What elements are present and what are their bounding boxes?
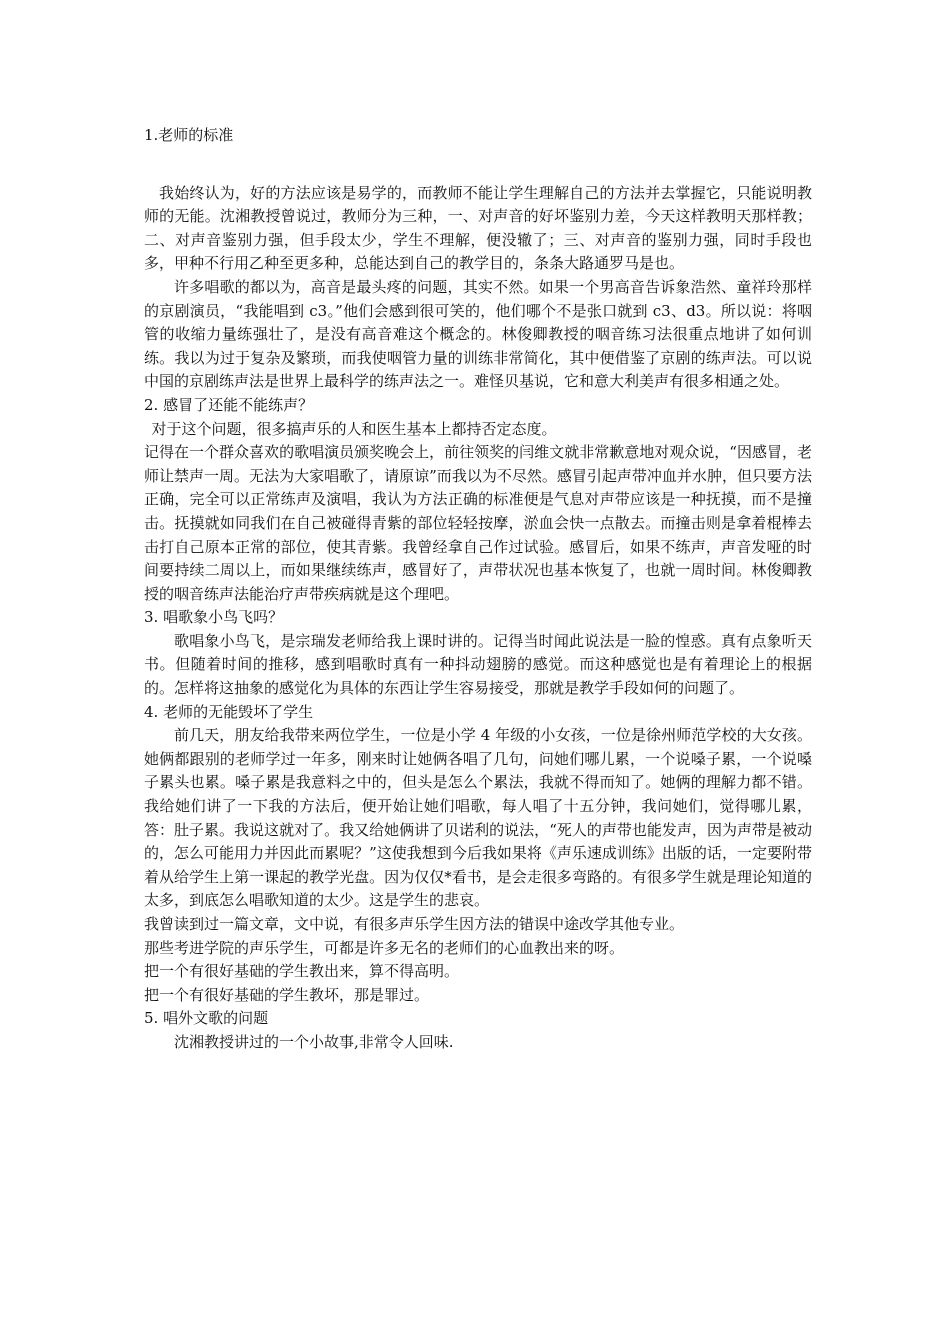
paragraph: 沈湘教授讲过的一个小故事,非常令人回味. <box>174 1032 454 1051</box>
paragraph: 把一个有很好基础的学生教坏，那是罪过。 <box>144 985 430 1004</box>
section-heading: 3. 唱歌象小鸟飞吗？ <box>144 608 284 627</box>
paragraph: 把一个有很好基础的学生教出来，算不得高明。 <box>144 962 460 981</box>
section-heading: 5. 唱外文歌的问题 <box>144 1009 269 1028</box>
paragraph: 对于这个问题，很多搞声乐的人和医生基本上都持否定态度。 <box>151 419 557 438</box>
paragraph: 歌唱象小鸟飞，是宗瑞发老师给我上课时讲的。记得当时闻此说法是一脸的惶惑。真有点象听天书。但随着时间的推移，感到唱歌时真有一种抖动翅膀的感觉。而这种感觉也是有着理论上的根据的。怎样将这抽象的感觉化为具体的东西让学生容易接受，那就是教学手段如何的问题了。 <box>144 631 812 698</box>
paragraph: 那些考进学院的声乐学生，可都是许多无名的老师们的心血教出来的呀。 <box>144 938 625 957</box>
paragraph: 前几天，朋友给我带来两位学生，一位是小学 4 年级的小女孩，一位是徐州师范学校的大女孩。她俩都跟别的老师学过一年多，刚来时让她俩各唱了几句，问她们哪儿累，一个说嗓子累，一个说嗓子累头也累。嗓子累是我意料之中的，但头是怎么个累法，我就不得而知了。她俩的理解力都不错。我给她们讲了一下我的方法后，便开始让她们唱歌，每人唱了十五分钟，我问她们，觉得哪儿累，答：肚子累。我说这就对了。我又给她俩讲了贝诺利的说法，“死人的声带也能发声，因为声带是被动的，怎么可能用力并因此而累呢？”这使我想到今后我如果将《声乐速成训练》出版的话，一定要附带着从给学生上第一课起的教学光盘。因为仅仅*看书，是会走很多弯路的。有很多学生就是理论知道的太多，到底怎么唱歌知道的太少。这是学生的悲哀。 <box>144 726 812 910</box>
paragraph: 记得在一个群众喜欢的歌唱演员颁奖晚会上，前往领奖的闫维文就非常歉意地对观众说，“因感冒，老师让禁声一周。无法为大家唱歌了，请原谅”而我以为不尽然。感冒引起声带冲血并水肿，但只要方法正确，完全可以正常练声及演唱，我认为方法正确的标准便是气息对声带应该是一种抚摸，而不是撞击。抚摸就如同我们在自己被碰得青紫的部位轻轻按摩，淤血会快一点散去。而撞击则是拿着棍棒去击打自己原本正常的部位，使其青紫。我曾经拿自己作过试验。感冒后，如果不练声，声音发哑的时间要持续二周以上，而如果继续练声，感冒好了，声带状况也基本恢复了，也就一周时间。林俊卿教授的咽音练声法能治疗声带疾病就是这个理吧。 <box>144 443 812 603</box>
document-body <box>144 124 812 1055</box>
section-heading: 2. 感冒了还能不能练声？ <box>144 395 314 414</box>
paragraph: 我始终认为，好的方法应该是易学的，而教师不能让学生理解自己的方法并去掌握它，只能说明教师的无能。沈湘教授曾说过，教师分为三种，一、对声音的好坏鉴别力差，今天这样教明天那样教；二、对声音鉴别力强，但手段太少，学生不理解，便没辙了；三、对声音的鉴别力强，同时手段也多，甲种不行用乙种至更多种，总能达到自己的教学目的，条条大路通罗马是也。 <box>144 183 812 273</box>
section-heading: 1.老师的标准 <box>144 126 234 144</box>
section-heading: 4. 老师的无能毁坏了学生 <box>144 702 314 721</box>
paragraph: 许多唱歌的都以为，高音是最头疼的问题，其实不然。如果一个男高音告诉象浩然、童祥玲那样的京剧演员，“我能唱到 c3。”他们会感到很可笑的，他们哪个不是张口就到 c3、d3。所以说：将咽管的收缩力量练强壮了，是没有高音难这个概念的。林俊卿教授的咽音练习法很重点地讲了如何训练。我以为过于复杂及繁琐，而我使咽管力量的训练非常简化，其中便借鉴了京剧的练声法。可以说中国的京剧练声法是世界上最科学的练声法之一。难怪贝基说，它和意大利美声有很多相通之处。 <box>144 277 812 391</box>
paragraph: 我曾读到过一篇文章，文中说，有很多声乐学生因方法的错误中途改学其他专业。 <box>144 915 685 933</box>
